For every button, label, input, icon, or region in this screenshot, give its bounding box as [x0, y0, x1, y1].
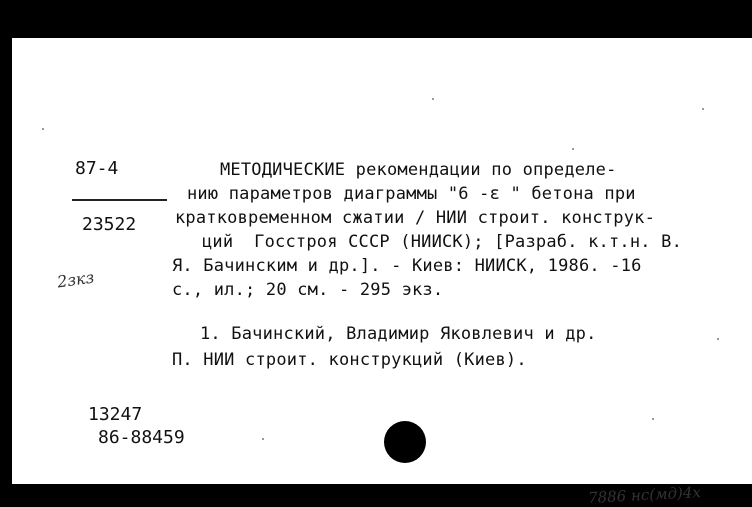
catalog-card [12, 38, 752, 507]
title-line-3: кратковременном сжатии / НИИ строит. конструк- [175, 208, 656, 228]
inventory-number: 23522 [82, 214, 137, 235]
scan-speck [262, 438, 264, 440]
scan-speck [572, 148, 574, 150]
tracing-line-2: П. НИИ строит. конструкций (Киев). [172, 350, 527, 370]
shelf-mark: 87-4 [75, 158, 119, 179]
handwritten-note-bottom: 7886 нс(мд)4х [587, 483, 702, 507]
scan-speck [652, 418, 654, 420]
title-line-2: нию параметров диаграммы "6 -ε " бетона при [187, 184, 636, 204]
title-line-4: ций Госстроя СССР (НИИСК); [Разраб. к.т.н. В. [202, 232, 683, 252]
scan-speck [42, 128, 44, 130]
scan-speck [432, 98, 434, 100]
scan-speck [702, 108, 704, 110]
title-line-6: с., ил.; 20 см. - 295 экз. [172, 280, 444, 300]
punch-hole [384, 421, 426, 463]
handwritten-note-left: 2зкз [55, 267, 96, 292]
scan-speck [717, 338, 719, 340]
tracing-line-1: 1. Бачинский, Владимир Яковлевич и др. [200, 324, 597, 344]
record-number: 13247 [88, 404, 143, 425]
registration-number: 86-88459 [98, 427, 185, 448]
title-line-1: МЕТОДИЧЕСКИЕ рекомендации по определе- [220, 160, 617, 180]
divider-line [72, 199, 167, 201]
title-line-5: Я. Бачинским и др.]. - Киев: НИИСК, 1986. -16 [172, 256, 642, 276]
